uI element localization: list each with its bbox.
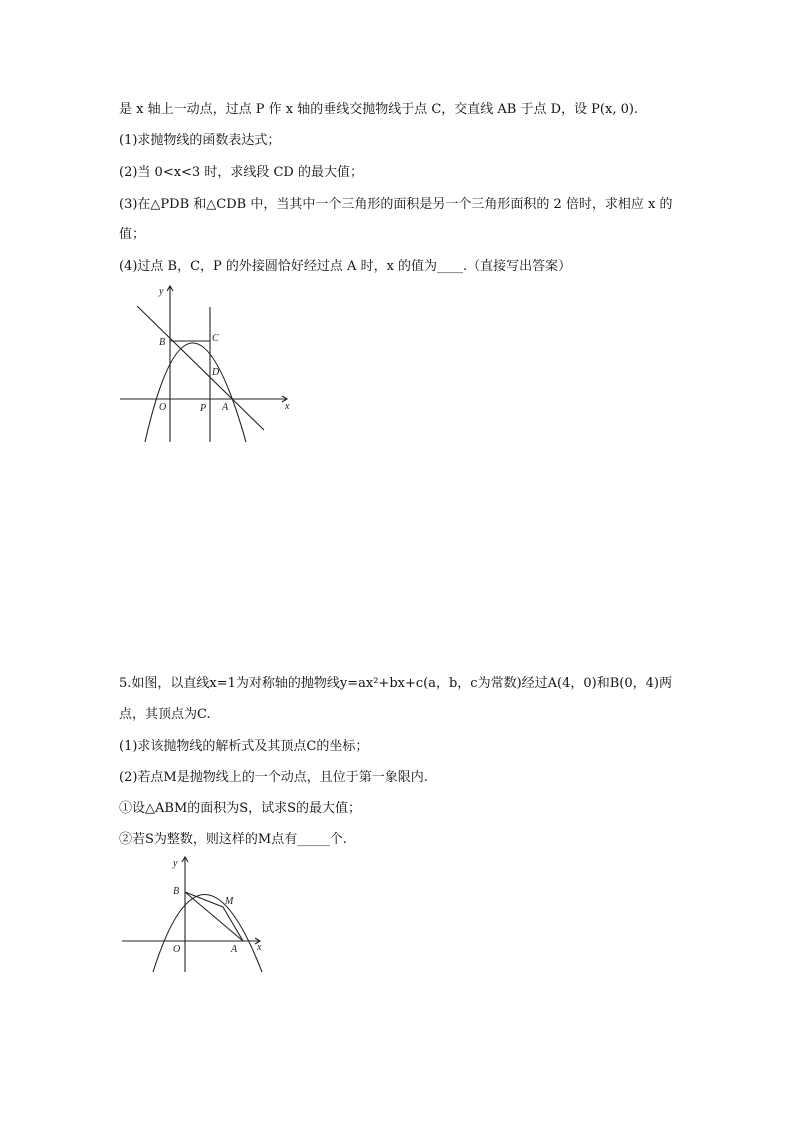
problem5-question-2-1: ①设△ABM的面积为S，试求S的最大值； (119, 801, 362, 816)
label-x: x (257, 942, 262, 953)
problem4-question-3-continued: 值； (119, 227, 146, 242)
label-p: P (200, 403, 207, 414)
problem5-question-1: (1)求该抛物线的解析式及其顶点C的坐标； (119, 739, 369, 754)
label-c: C (212, 333, 219, 344)
problem4-question-3: (3)在△PDB 和△CDB 中，当其中一个三角形的面积是另一个三角形面积的 2 倍时，求相应 x 的 (119, 197, 673, 212)
label-d: D (212, 367, 220, 378)
problem4-figure (115, 282, 300, 447)
label-y: y (173, 858, 178, 869)
label-a: A (231, 944, 238, 955)
problem5-intro-line-2: 点，其顶点为C. (119, 707, 211, 722)
label-m: M (225, 896, 234, 907)
label-o: O (173, 944, 181, 955)
label-o: O (159, 402, 167, 413)
problem4-question-1: (1)求抛物线的函数表达式； (119, 133, 281, 148)
problem4-question-4: (4)过点 B，C，P 的外接圆恰好经过点 A 时，x 的值为____.（直接写出答案） (119, 259, 572, 274)
label-b: B (173, 886, 180, 897)
problem5-question-2-2: ②若S为整数，则这样的M点有_____个. (119, 832, 347, 847)
parabola-curve (153, 895, 262, 973)
problem5-figure (115, 852, 275, 977)
label-y: y (159, 286, 164, 297)
label-b: B (159, 337, 166, 348)
problem4-question-2: (2)当 0<x<3 时，求线段 CD 的最大值； (119, 165, 363, 180)
problem5-question-2: (2)若点M是抛物线上的一个动点，且位于第一象限内. (119, 770, 428, 785)
problem5-intro-line: 5.如图，以直线x=1为对称轴的抛物线y=ax²+bx+c(a，b，c为常数)经过A(4，0)和B(0，4)两 (119, 676, 672, 691)
label-x: x (285, 401, 290, 412)
problem4-intro-line: 是 x 轴上一动点，过点 P 作 x 轴的垂线交抛物线于点 C，交直线 AB 于点 D，设 P(x, 0). (119, 102, 639, 117)
label-a: A (222, 402, 229, 413)
parabola-curve (145, 343, 246, 442)
